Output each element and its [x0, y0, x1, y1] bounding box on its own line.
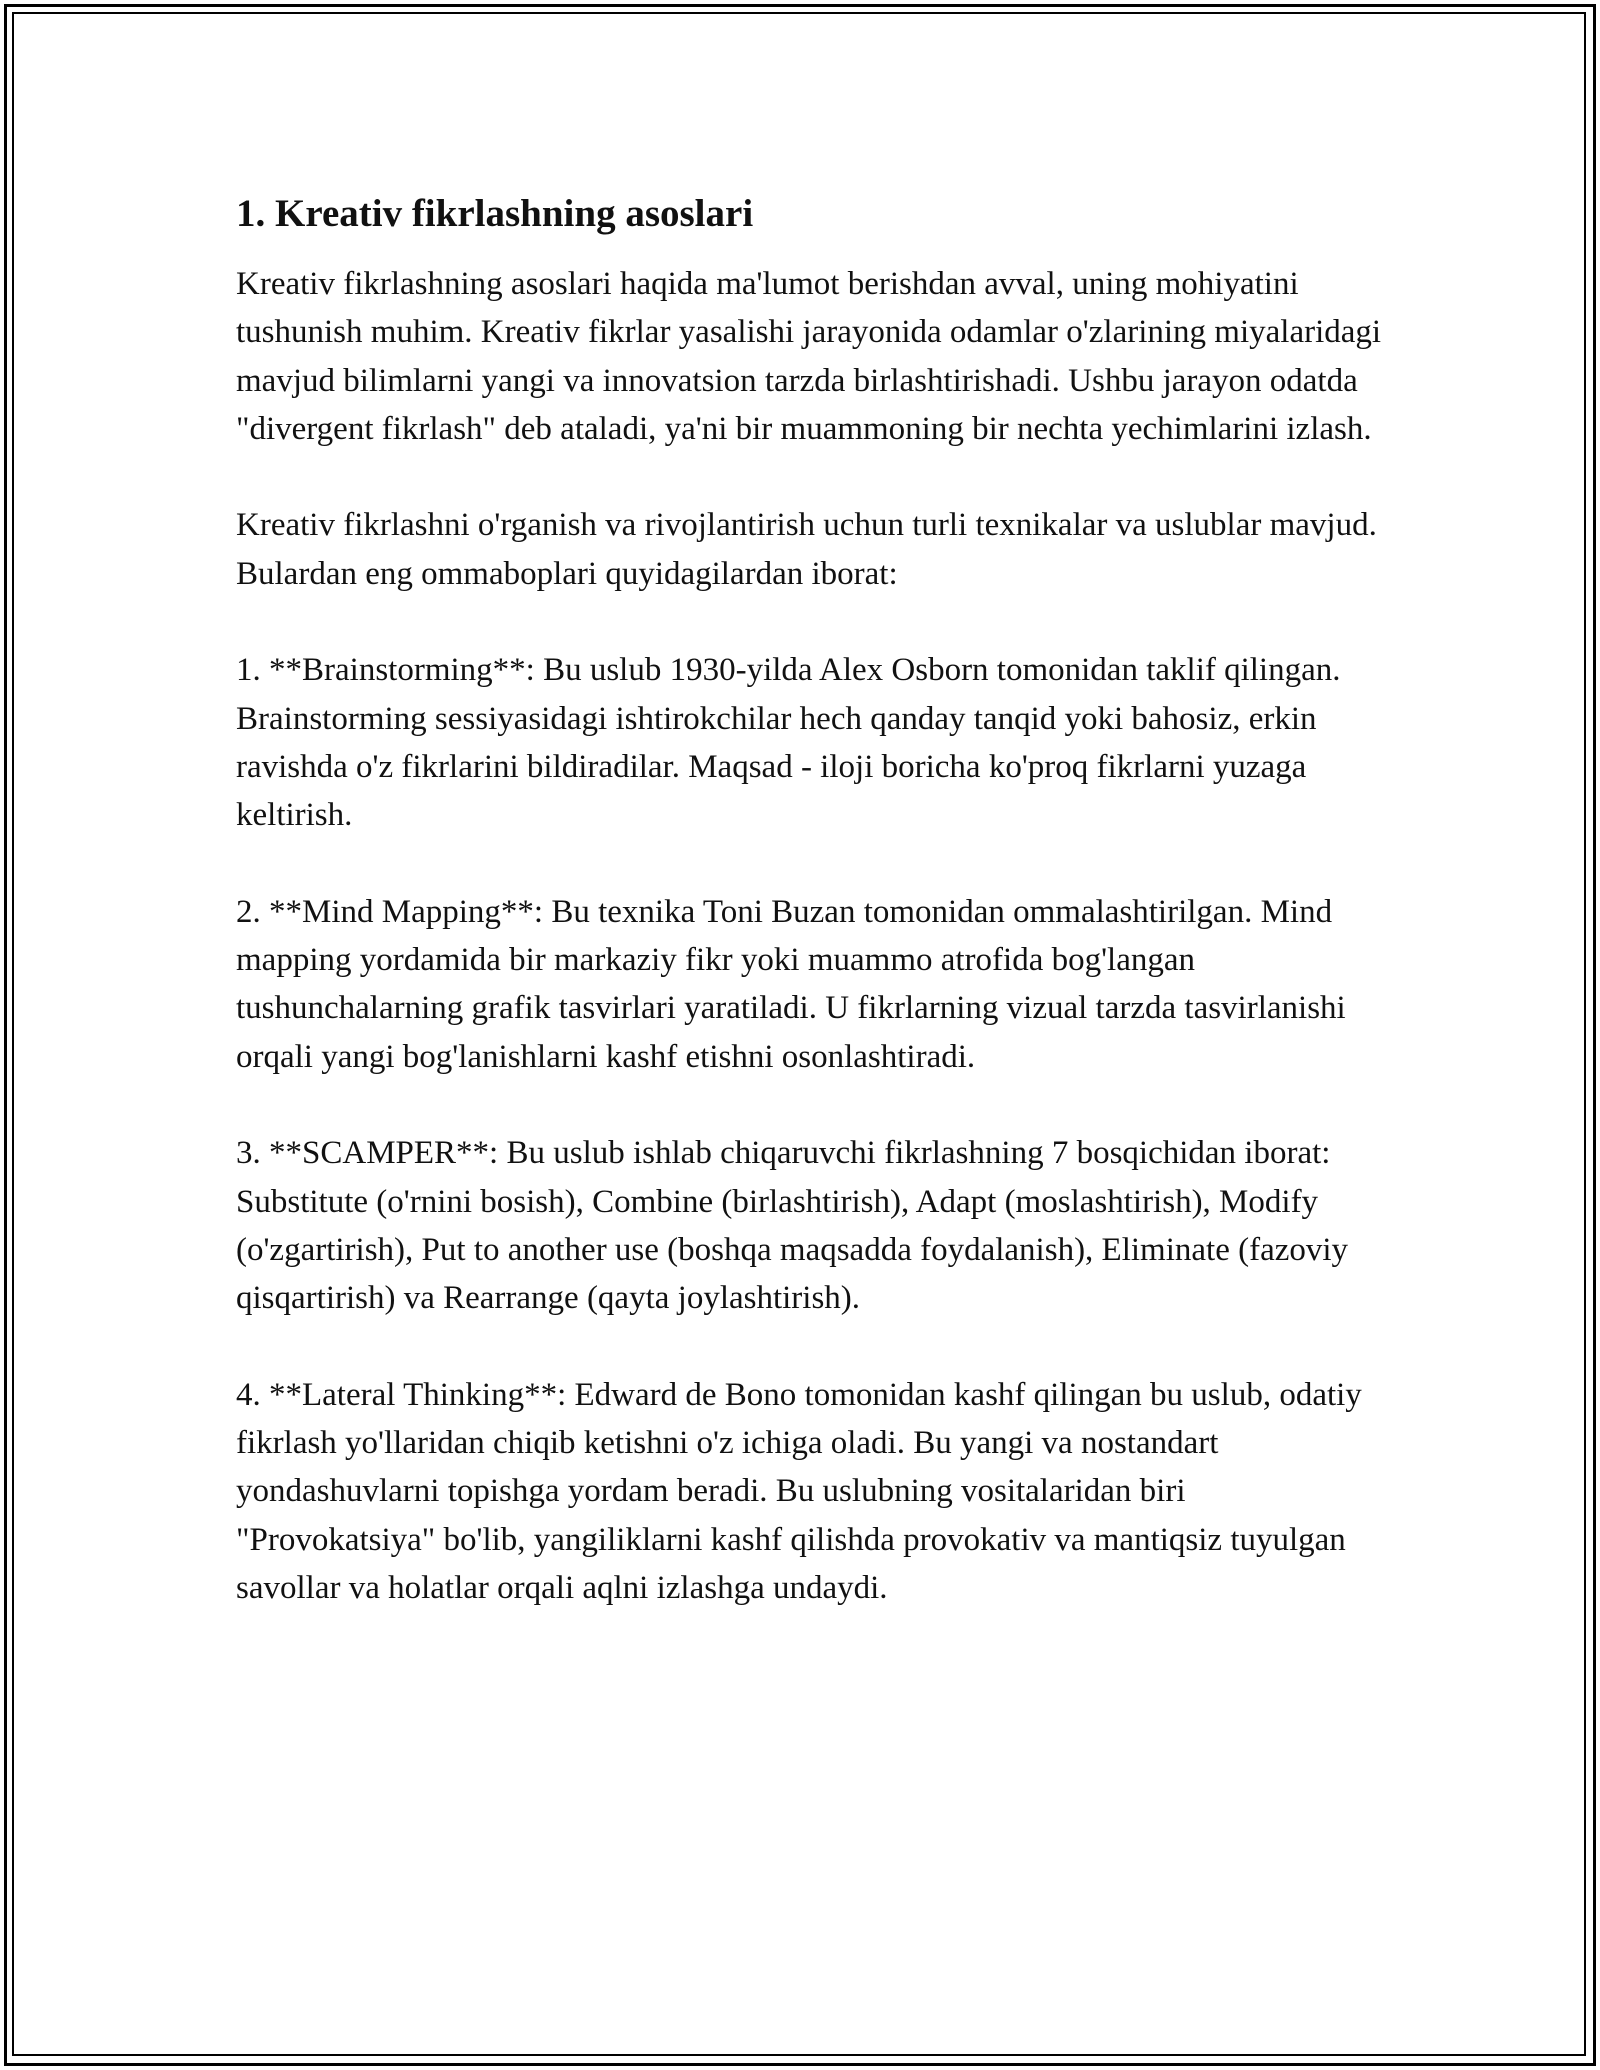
list-item-scamper: 3. **SCAMPER**: Bu uslub ishlab chiqaruvchi fikrlashning 7 bosqichidan iborat: Substitute (o'rnini bosish), Combine (birlashtirish), Adapt (moslashtirish), Modify (o'zgartirish), Put to another use (boshqa maqsadda foydalanish), Eliminate (fazoviy qisqartirish) va Rearrange (qayta joylashtirish).: [236, 1135, 1349, 1317]
intro-paragraph: Kreativ fikrlashning asoslari haqida ma'lumot berishdan avval, uning mohiyatini tushunish muhim. Kreativ fikrlar yasalishi jarayonida odamlar o'zlarining miyalaridagi mavjud bilimlarni yangi va innovatsion tarzda birlashtirishadi. Ushbu jarayon odatda "divergent fikrlash" deb ataladi, ya'ni bir muammoning bir nechta yechimlarini izlash.: [236, 266, 1382, 447]
techniques-intro-paragraph: Kreativ fikrlashni o'rganish va rivojlantirish uchun turli texnikalar va uslublar mavjud. Bulardan eng ommaboplari quyidagilardan iborat:: [236, 507, 1377, 592]
page-title: 1. Kreativ fikrlashning asoslari: [236, 192, 754, 235]
document-body: [236, 188, 1386, 1661]
list-item-lateral-thinking: 4. **Lateral Thinking**: Edward de Bono tomonidan kashf qilingan bu uslub, odatiy fikrlash yo'llaridan chiqib ketishni o'z ichiga oladi. Bu yangi va nostandart yondashuvlarni topishga yordam beradi. Bu uslubning vositalaridan biri "Provokatsiya" bo'lib, yangiliklarni kashf qilishda provokativ va mantiqsiz tuyulgan savollar va holatlar orqali aqlni izlashga undaydi.: [236, 1376, 1362, 1607]
list-item-brainstorming: 1. **Brainstorming**: Bu uslub 1930-yilda Alex Osborn tomonidan taklif qilingan. Brainstorming sessiyasidagi ishtirokchilar hech qanday tanqid yoki bahosiz, erkin ravishda o'z fikrlarini bildiradilar. Maqsad - iloji boricha ko'proq fikrlarni yuzaga keltirish.: [236, 652, 1341, 834]
list-item-mind-mapping: 2. **Mind Mapping**: Bu texnika Toni Buzan tomonidan ommalashtirilgan. Mind mapping yordamida bir markaziy fikr yoki muammo atrofida bog'langan tushunchalarning grafik tasvirlari yaratiladi. U fikrlarning vizual tarzda tasvirlanishi orqali yangi bog'lanishlarni kashf etishni osonlashtiradi.: [236, 893, 1346, 1075]
